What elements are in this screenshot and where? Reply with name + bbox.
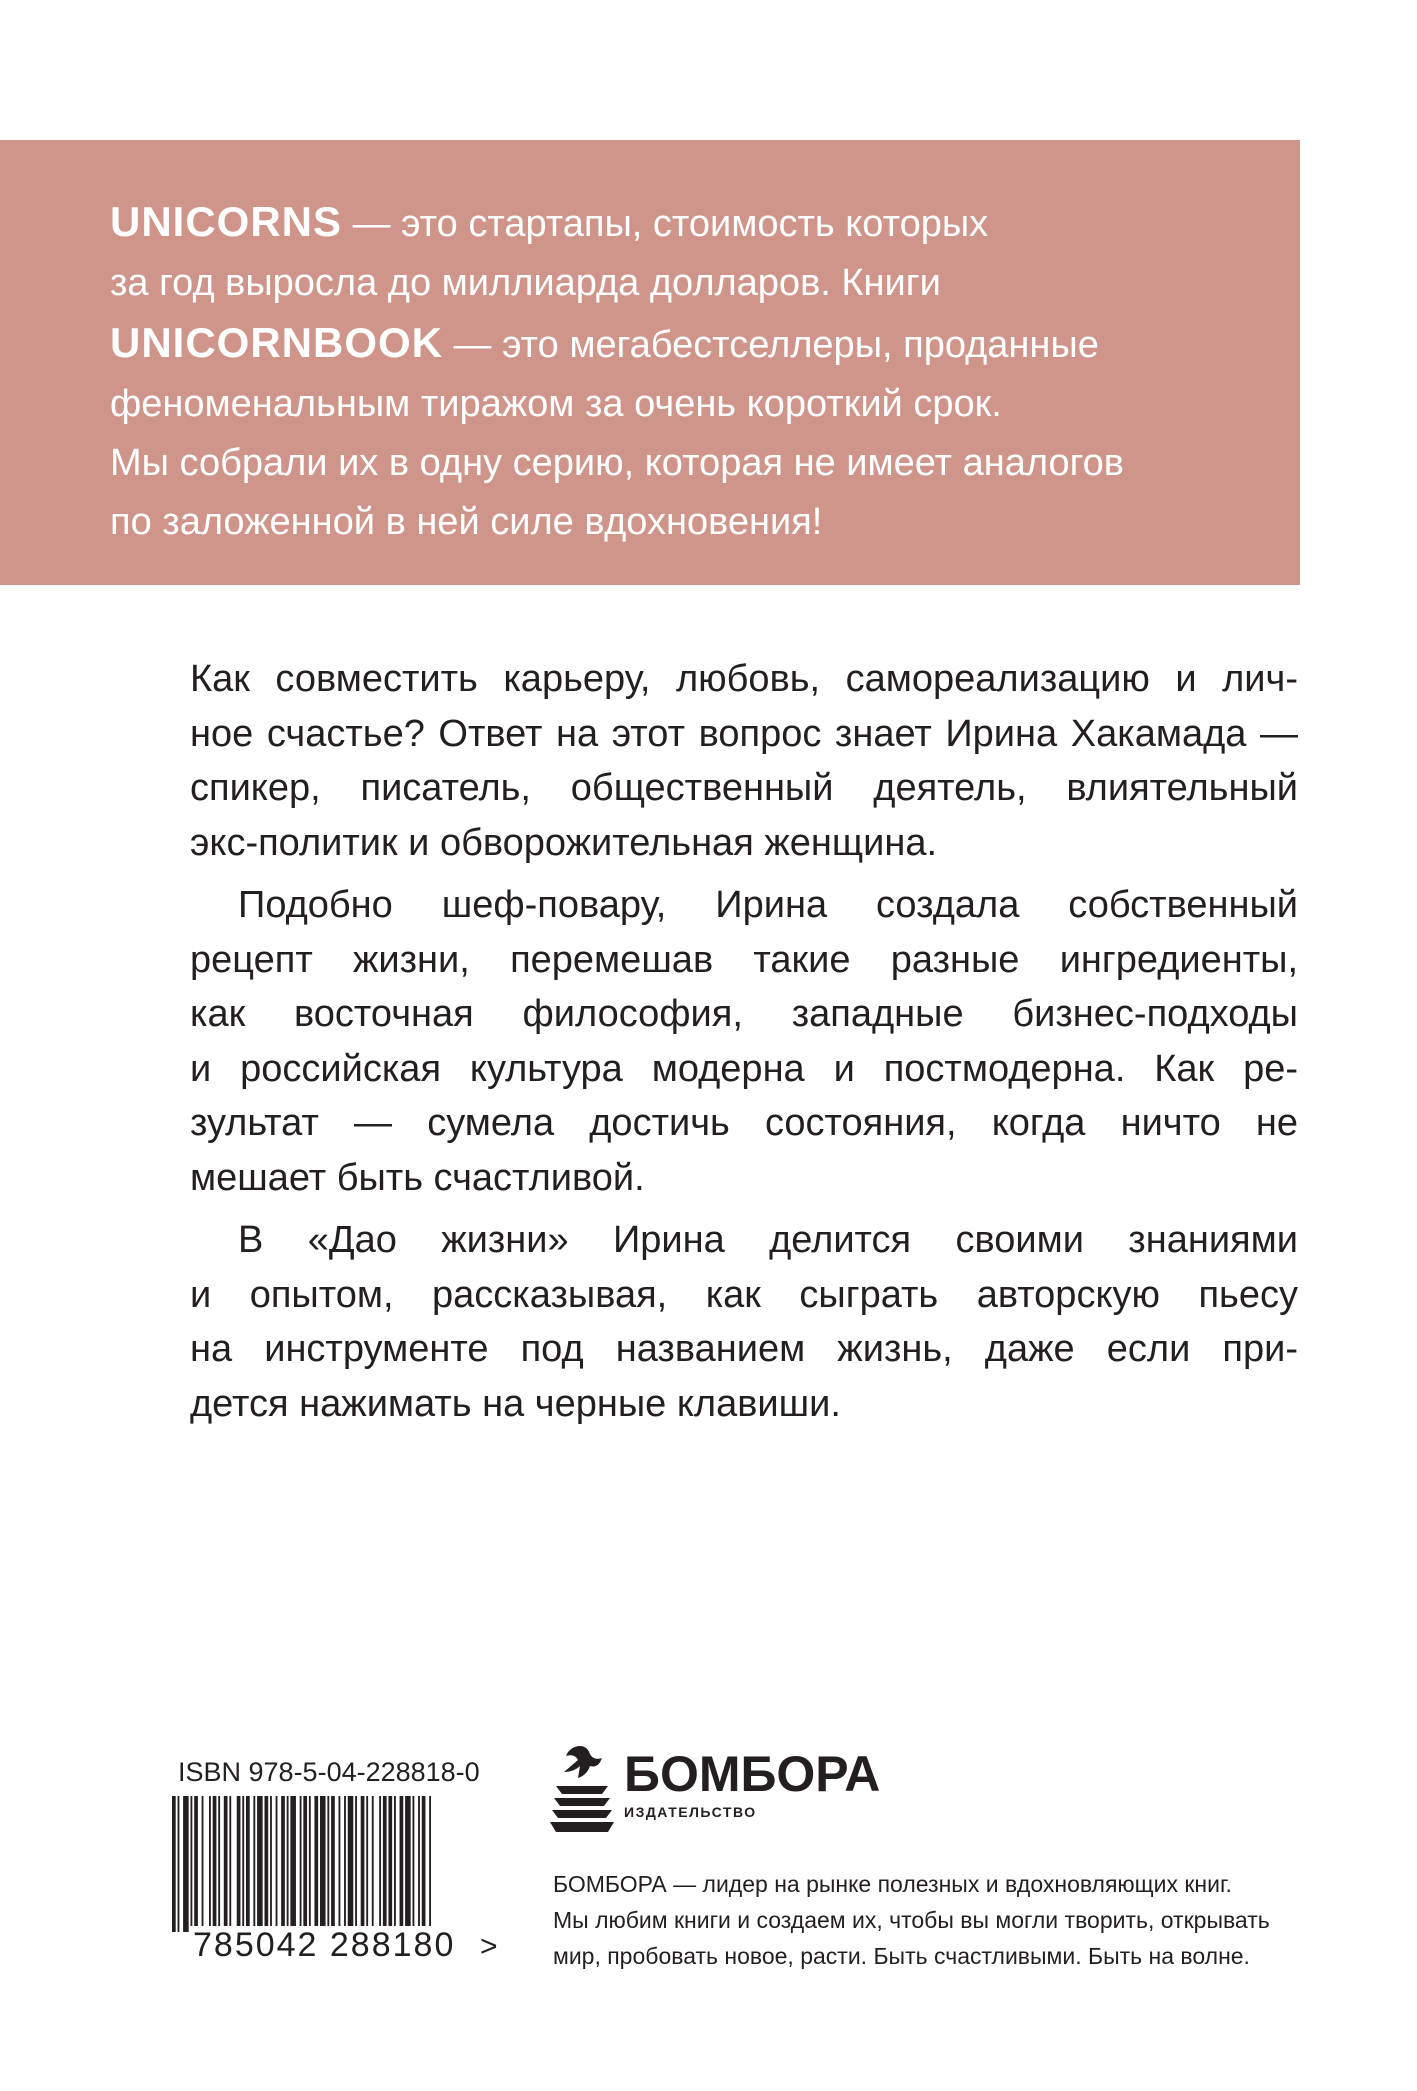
barcode-bar: [344, 1796, 346, 1932]
barcode-digits: 785042 288180: [190, 1926, 458, 1965]
text-line: как восточная философия, западные бизнес-подходы: [190, 993, 1298, 1035]
barcode-bar: [194, 1796, 198, 1932]
barcode-bar: [276, 1796, 278, 1932]
text-line: Подобно шеф-повару, Ирина создала собственный: [238, 884, 1298, 926]
barcode-bar: [246, 1796, 250, 1932]
banner-text: феноменальным тиражом за очень короткий срок.: [110, 383, 1002, 425]
text-line: и российская культура модерна и постмодерна. Как ре-: [190, 1047, 1298, 1090]
text-line: мешает быть счастливой.: [190, 1156, 645, 1199]
barcode-bar: [355, 1796, 357, 1932]
publisher-description: [553, 1866, 1283, 1974]
brand-unicornbook: UNICORNBOOK: [110, 319, 443, 366]
barcode-bar: [394, 1796, 396, 1932]
banner-line: [110, 192, 1260, 254]
text-line: рецепт жизни, перемешав такие разные ингредиенты,: [190, 938, 1298, 981]
banner-text: — это мегабестселлеры, проданные: [443, 324, 1099, 366]
banner-line: [110, 493, 1260, 552]
text-line: на инструменте под названием жизнь, даже если при-: [190, 1328, 1298, 1370]
barcode-bar: [257, 1796, 263, 1932]
text-line: ное счастье? Ответ на этот вопрос знает Ирина Хакамада —: [190, 712, 1298, 755]
barcode-bar: [348, 1796, 354, 1932]
barcode-bar: [191, 1796, 193, 1932]
banner-text: — это стартапы, стоимость которых: [342, 203, 989, 245]
barcode-bar: [265, 1796, 269, 1932]
barcode-bar: [366, 1796, 368, 1932]
barcode-bar: [202, 1796, 204, 1932]
barcode-bar: [237, 1796, 241, 1932]
barcode-bar: [379, 1796, 381, 1932]
barcode-bar: [209, 1796, 211, 1932]
series-banner: [0, 140, 1300, 585]
barcode-bar: [339, 1796, 341, 1932]
publisher-text-line: мир, пробовать новое, расти. Быть счастливыми. Быть на волне.: [553, 1943, 1250, 1969]
barcode-bar: [331, 1796, 335, 1932]
barcode-bar: [213, 1796, 217, 1932]
barcode-bar: [172, 1796, 176, 1932]
barcode-bar: [413, 1796, 415, 1932]
barcode-bar: [224, 1796, 228, 1932]
banner-line: [110, 375, 1260, 434]
text-line: Как совместить карьеру, любовь, самореализацию и лич-: [190, 658, 1298, 700]
barcode-bar: [242, 1796, 244, 1932]
isbn-label: ISBN 978-5-04-228818-0: [178, 1757, 480, 1787]
barcode-arrow: >: [480, 1930, 498, 1963]
barcode-bar: [270, 1796, 272, 1932]
banner-line: [110, 434, 1260, 493]
barcode-graphic: [172, 1796, 502, 1932]
publisher-text-line: Мы любим книги и создаем их, чтобы вы могли творить, открывать: [553, 1907, 1270, 1933]
banner-text: за год выросла до миллиарда долларов. Книги: [110, 262, 941, 304]
text-line: В «Дао жизни» Ирина делится своими знаниями: [238, 1219, 1298, 1261]
barcode-bar: [303, 1796, 307, 1932]
barcode-bar: [422, 1796, 426, 1932]
barcode-bar: [320, 1796, 326, 1932]
text-line: зультат — сумела достичь состояния, когда ничто не: [190, 1102, 1298, 1144]
barcode-bar: [429, 1796, 431, 1932]
description-paragraph-1: [190, 652, 1298, 870]
barcode-bar: [229, 1796, 231, 1932]
publisher-logo-name: БОМБОРА: [624, 1746, 881, 1802]
description-paragraph-3: [190, 1213, 1298, 1431]
barcode-bar: [183, 1796, 189, 1932]
banner-text: Мы собрали их в одну серию, которая не имеет аналогов: [110, 442, 1124, 484]
barcode-bar: [218, 1796, 220, 1932]
barcode-bar: [400, 1796, 404, 1932]
text-line: спикер, писатель, общественный деятель, влиятельный: [190, 767, 1298, 809]
barcode-bar: [418, 1796, 420, 1932]
bombora-logo-icon: [550, 1742, 614, 1838]
barcode-bar: [281, 1796, 285, 1932]
barcode-bar: [388, 1796, 392, 1932]
publisher-text-line: БОМБОРА — лидер на рынке полезных и вдохновляющих книг.: [553, 1871, 1232, 1897]
text-line: дется нажимать на черные клавиши.: [190, 1382, 841, 1425]
barcode-bar: [253, 1796, 255, 1932]
barcode-bar: [361, 1796, 365, 1932]
barcode-bar: [287, 1796, 289, 1932]
barcode-bar: [405, 1796, 411, 1932]
barcode-bar: [372, 1796, 374, 1932]
text-line: и опытом, рассказывая, как сыграть авторскую пьесу: [190, 1273, 1298, 1316]
book-description: [190, 652, 1298, 1439]
banner-line: [110, 254, 1260, 313]
barcode-bar: [383, 1796, 387, 1932]
barcode-bar: [327, 1796, 329, 1932]
barcode-bar: [314, 1796, 318, 1932]
banner-text: по заложенной в ней силе вдохновения!: [110, 501, 823, 543]
text-line: экс-политик и обворожительная женщина.: [190, 821, 938, 864]
barcode-bar: [290, 1796, 296, 1932]
barcode-bar: [300, 1796, 302, 1932]
barcode-bar: [309, 1796, 311, 1932]
publisher-logo-subtitle: ИЗДАТЕЛЬСТВО: [624, 1804, 757, 1820]
banner-line: [110, 313, 1260, 375]
description-paragraph-2: [190, 878, 1298, 1205]
brand-unicorns: UNICORNS: [110, 198, 343, 245]
barcode-bar: [178, 1796, 180, 1932]
